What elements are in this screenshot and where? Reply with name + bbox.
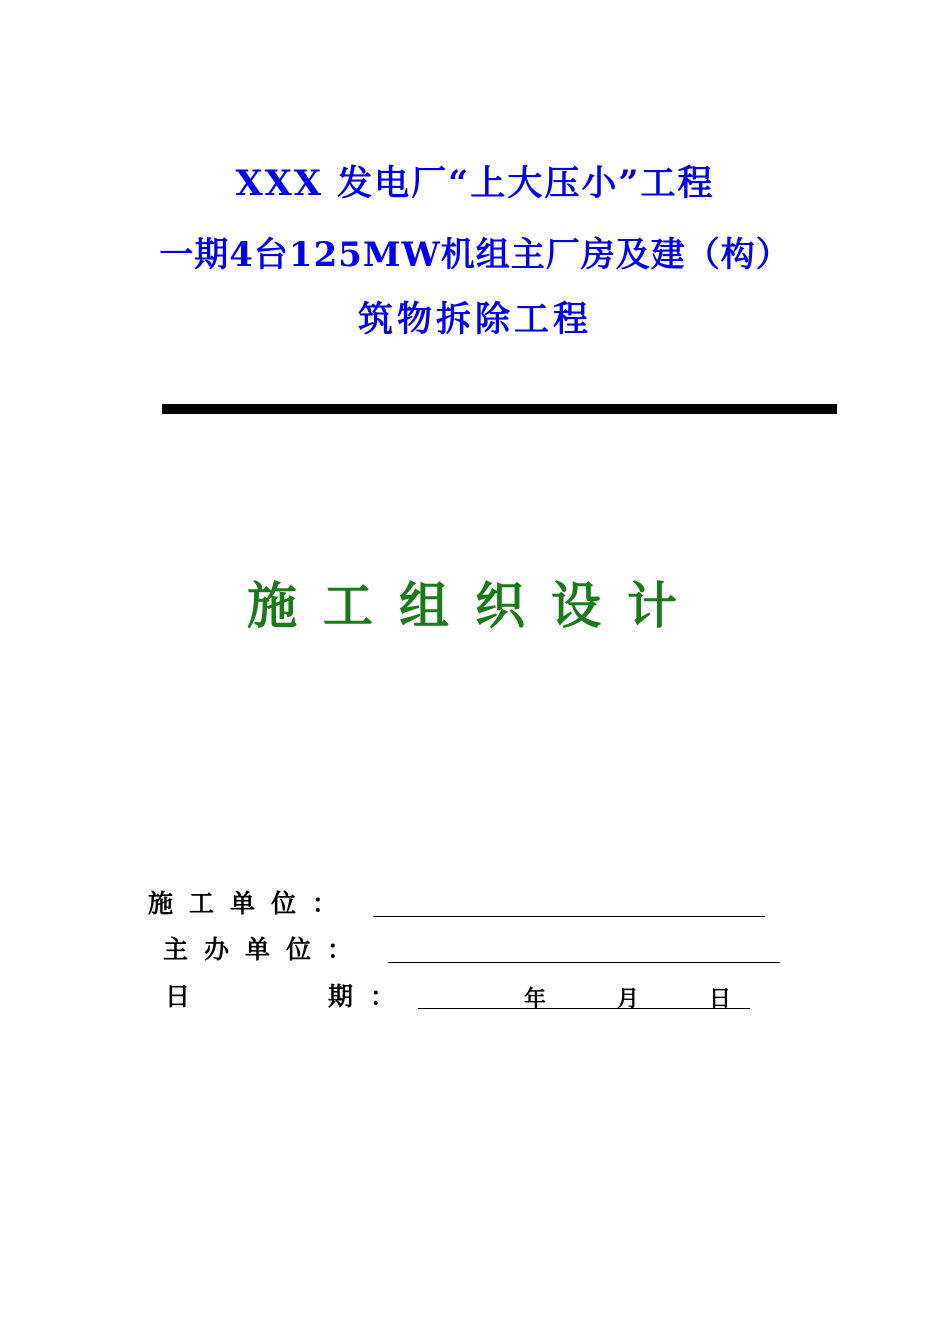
project-title-line-2: 一期4台125MW机组主厂房及建（构） [159, 235, 791, 275]
date-year-unit: 年 [524, 986, 547, 1012]
construction-unit-row [0, 886, 950, 922]
construction-unit-label: 施工单位： [148, 889, 354, 918]
date-label-colon: ： [370, 982, 396, 1011]
date-month-unit: 月 [617, 986, 640, 1012]
title-divider [162, 404, 837, 414]
date-label-first-char: 日 [165, 982, 191, 1011]
date-day-unit: 日 [709, 986, 732, 1012]
date-blank [418, 1008, 750, 1009]
organizer-unit-blank [388, 962, 780, 963]
project-title-line-1: XXX 发电厂“上大压小”工程 [235, 163, 715, 204]
date-label-second-char: 期 [328, 982, 354, 1011]
document-type-heading: 施工组织设计 [247, 576, 703, 635]
date-row [0, 979, 950, 1015]
construction-unit-blank [373, 916, 765, 917]
organizer-unit-row [0, 932, 950, 968]
organizer-unit-label: 主办单位： [163, 935, 369, 964]
project-title-line-3: 筑物拆除工程 [357, 299, 592, 340]
